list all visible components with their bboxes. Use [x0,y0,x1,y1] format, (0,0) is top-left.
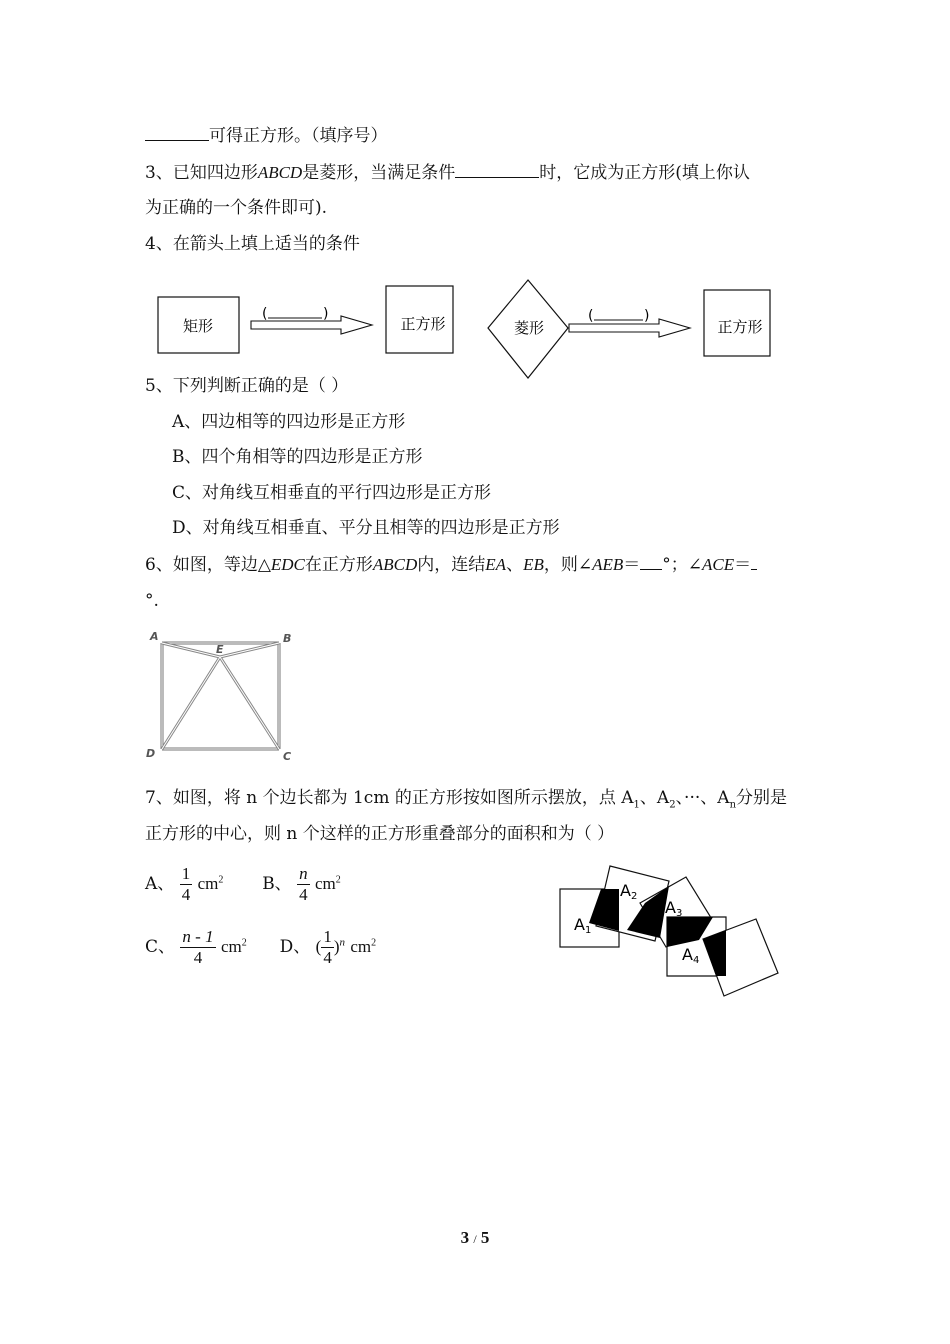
rectangle-label: 矩形 [182,317,214,335]
paren-left: ( [588,308,594,324]
option-a[interactable]: A、四边相等的四边形是正方形 [172,412,406,432]
option-c[interactable]: C、对角线互相垂直的平行四边形是正方形 [172,483,492,503]
arrow-1[interactable] [251,306,372,334]
q7-diagram [560,866,778,996]
answer-blank[interactable] [640,553,662,570]
q7-option-d[interactable]: D、 ( $\frac{1}{4}$ )$^n$ $cm^2$ [279,926,377,967]
question-3: 3、已知四边形ABCD是菱形，当满足条件 时，它成为正方形(填上你认 [145,163,750,183]
paren-left: ( [262,306,268,322]
label-a3: A3 [665,898,683,919]
page-number: 3 / 5 [460,1228,490,1247]
square-label-2: 正方形 [717,318,763,336]
q7-options-row2 [145,922,376,968]
q2-tail: 可得正方形。（填序号） [145,124,388,147]
point-a: A [150,630,159,643]
triangle-edc [162,643,279,749]
question-6-line2: °. [145,591,159,611]
q6-diagram [146,630,291,763]
option-d[interactable]: D、对角线互相垂直、平分且相等的四边形是正方形 [172,518,560,538]
question-7: 7、如图，将 n 个边长都为 1cm 的正方形按如图所示摆放，点 $A_1$、$A_2$、···、$A_n$分别是 [145,788,788,811]
label-a1: A1 [574,915,592,936]
answer-blank[interactable] [751,553,757,570]
option-b[interactable]: B、四个角相等的四边形是正方形 [172,447,423,467]
arrow-2[interactable] [569,308,690,337]
point-b: B [283,632,292,645]
question-7-line2: 正方形的中心，则 n 个这样的正方形重叠部分的面积和为（ ） [145,824,615,844]
paren-right: ) [644,308,650,324]
q7-option-a[interactable]: A、 $\frac{1}{4}$ $cm^2$ [145,863,224,904]
question-6: 6、如图，等边△EDC在正方形ABCD内，连结EA、EB，则∠AEB＝ °；∠ACE＝ [145,553,757,576]
point-c: C [283,750,292,763]
label-a4: A4 [682,945,700,966]
question-3-line2: 为正确的一个条件即可). [145,198,328,218]
q7-option-b[interactable]: B、 $\frac{n}{4}$ $cm^2$ [262,863,341,904]
point-d: D [146,747,156,760]
paren-right: ) [323,306,329,322]
q7-options-row1 [145,860,341,905]
question-4: 4、在箭头上填上适当的条件 [145,234,360,254]
q7-option-c[interactable]: C、 $\frac{n - 1}{4}$ $cm^2$ [145,926,247,967]
q4-diagram [158,280,770,378]
point-e: E [216,643,224,656]
question-5: 5、下列判断正确的是（ ） [145,376,349,396]
label-a2: A2 [620,881,638,902]
rhombus-label: 菱形 [513,319,545,337]
square-label: 正方形 [400,315,446,333]
